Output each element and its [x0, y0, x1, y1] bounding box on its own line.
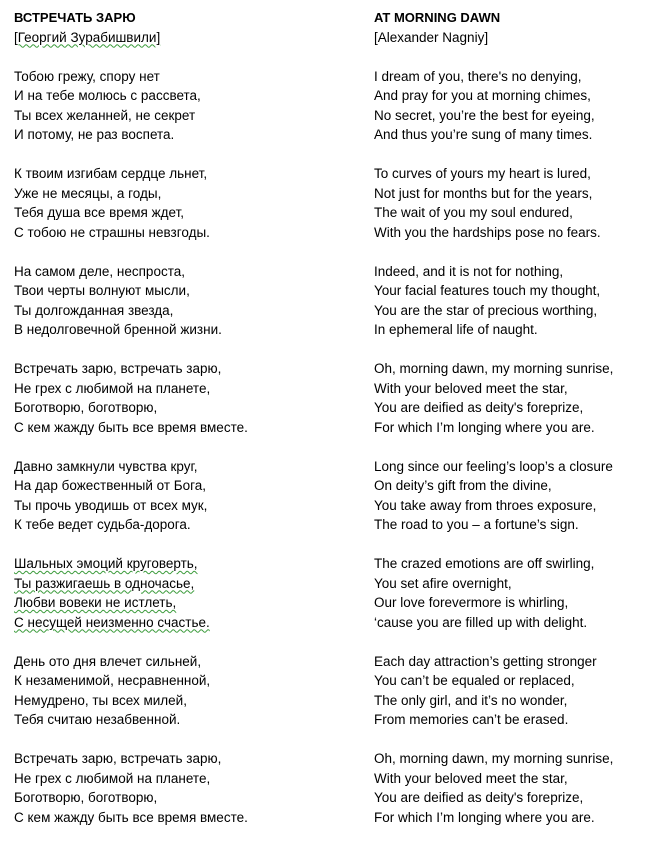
poem-line: Встречать зарю, встречать зарю,: [14, 361, 222, 376]
spellcheck-marked-text: С несущей неизменно счастье.: [14, 614, 210, 630]
poem-line: And thus you’re sung of many times.: [374, 127, 593, 142]
russian-stanza-4: [14, 359, 334, 437]
poem-line: Long since our feeling’s loop’s a closure: [374, 458, 613, 474]
spellcheck-marked-text: Шальных эмоций круговерть,: [14, 556, 198, 571]
poem-line: To curves of yours my heart is lured,: [374, 166, 591, 181]
poem-line: You take away from throes exposure,: [374, 497, 597, 513]
poem-line: Ты всех желанней, не секрет: [14, 107, 196, 123]
poem-line: Your facial features touch my thought,: [374, 283, 601, 298]
russian-stanza-1: [14, 67, 334, 145]
russian-poem-author: [Георгий Зурабишвили]: [14, 29, 161, 45]
poem-line: Не грех с любимой на планете,: [14, 380, 211, 396]
poem-line: For which I’m longing where you are.: [374, 419, 595, 435]
poem-line: Немудрено, ты всех милей,: [14, 692, 187, 708]
poem-line: I dream of you, there's no denying,: [374, 68, 582, 84]
poem-line: К тебе ведет судьба-дорога.: [14, 517, 191, 532]
poem-line: From memories can’t be erased.: [374, 712, 569, 727]
poem-line: [14, 613, 334, 633]
poem-line: К незаменимой, несравненной,: [14, 673, 211, 688]
poem-line: К твоим изгибам сердце льнет,: [14, 166, 208, 181]
poem-line: И на тебе молюсь с рассвета,: [14, 88, 201, 103]
english-stanza-4: [374, 359, 644, 437]
russian-stanza-6: [14, 554, 334, 632]
poem-line: [14, 574, 334, 594]
spellcheck-marked-text: Любви вовеки не истлеть,: [14, 595, 177, 610]
russian-stanza-7: [14, 652, 334, 730]
poem-line: For which I’m longing where you are.: [374, 809, 595, 825]
poem-line: You are deified as deity's foreprize,: [374, 790, 584, 805]
russian-stanza-3: [14, 262, 334, 340]
russian-stanza-2: [14, 164, 334, 242]
poem-line: Тобою грежу, спору нет: [14, 68, 160, 84]
poem-line: Не грех с любимой на планете,: [14, 770, 211, 786]
poem-line: ‘cause you are filled up with delight.: [374, 614, 588, 630]
poem-line: В недолговечной бренной жизни.: [14, 322, 222, 337]
english-stanza-7: [374, 652, 644, 730]
poem-line: You can’t be equaled or replaced,: [374, 673, 575, 688]
poem-line: С кем жажду быть все время вместе.: [14, 419, 248, 435]
poem-line: On deity’s gift from the divine,: [374, 478, 552, 493]
russian-poem-column: [14, 8, 334, 847]
poem-line: Тебя душа все время ждет,: [14, 205, 185, 220]
english-poem-title: AT MORNING DAWN: [374, 10, 501, 25]
english-stanza-2: [374, 164, 644, 242]
poem-line: Твои черты волнуют мысли,: [14, 283, 190, 298]
poem-line: Тебя считаю незабвенной.: [14, 712, 181, 727]
poem-line: And pray for you at morning chimes,: [374, 88, 591, 103]
poem-line: Each day attraction’s getting stronger: [374, 653, 597, 669]
poem-line: Ты прочь уводишь от всех мук,: [14, 497, 208, 513]
russian-stanza-8: [14, 749, 334, 827]
poem-line: The road to you – a fortune’s sign.: [374, 517, 579, 532]
poem-line: You set afire overnight,: [374, 575, 512, 591]
poem-line: Боготворю, боготворю,: [14, 400, 158, 415]
poem-line: With you the hardships pose no fears.: [374, 224, 601, 240]
poem-line: [14, 554, 334, 574]
english-poem-column: [374, 8, 644, 847]
poem-line: No secret, you’re the best for eyeing,: [374, 107, 595, 123]
poem-line: In ephemeral life of naught.: [374, 322, 538, 337]
english-stanza-3: [374, 262, 644, 340]
english-poem-author: [Alexander Nagniy]: [374, 29, 489, 45]
poem-line: На дар божественный от Бога,: [14, 478, 207, 493]
poem-line: Not just for months but for the years,: [374, 185, 593, 201]
poem-line: You are deified as deity's foreprize,: [374, 400, 584, 415]
poem-line: Oh, morning dawn, my morning sunrise,: [374, 361, 614, 376]
poem-line: Встречать зарю, встречать зарю,: [14, 751, 222, 766]
poem-line: Oh, morning dawn, my morning sunrise,: [374, 751, 614, 766]
poem-line: Indeed, and it is not for nothing,: [374, 263, 564, 279]
poem-line: Боготворю, боготворю,: [14, 790, 158, 805]
russian-poem-title: ВСТРЕЧАТЬ ЗАРЮ: [14, 10, 136, 25]
poem-line: На самом деле, неспроста,: [14, 263, 185, 279]
poem-line: With your beloved meet the star,: [374, 770, 568, 786]
poem-line: С кем жажду быть все время вместе.: [14, 809, 248, 825]
poem-line: Ты долгожданная звезда,: [14, 302, 174, 318]
english-stanza-1: [374, 67, 644, 145]
english-stanza-8: [374, 749, 644, 827]
poem-line: With your beloved meet the star,: [374, 380, 568, 396]
poem-line: С тобою не страшны невзгоды.: [14, 224, 210, 240]
poem-line: You are the star of precious worthing,: [374, 302, 598, 318]
poem-line: The wait of you my soul endured,: [374, 205, 573, 220]
poem-line: The only girl, and it’s no wonder,: [374, 692, 568, 708]
english-stanza-6: [374, 554, 644, 632]
poem-line: The crazed emotions are off swirling,: [374, 556, 595, 571]
poem-line: И потому, не раз воспета.: [14, 127, 175, 142]
russian-stanza-5: [14, 457, 334, 535]
poem-line: [14, 593, 334, 613]
english-stanza-5: [374, 457, 644, 535]
poem-line: День ото дня влечет сильней,: [14, 653, 202, 669]
poem-line: Our love forevermore is whirling,: [374, 595, 569, 610]
spellcheck-marked-text: Ты разжигаешь в одночасье,: [14, 575, 195, 591]
poem-line: Давно замкнули чувства круг,: [14, 458, 198, 474]
poem-line: Уже не месяцы, а годы,: [14, 185, 162, 201]
